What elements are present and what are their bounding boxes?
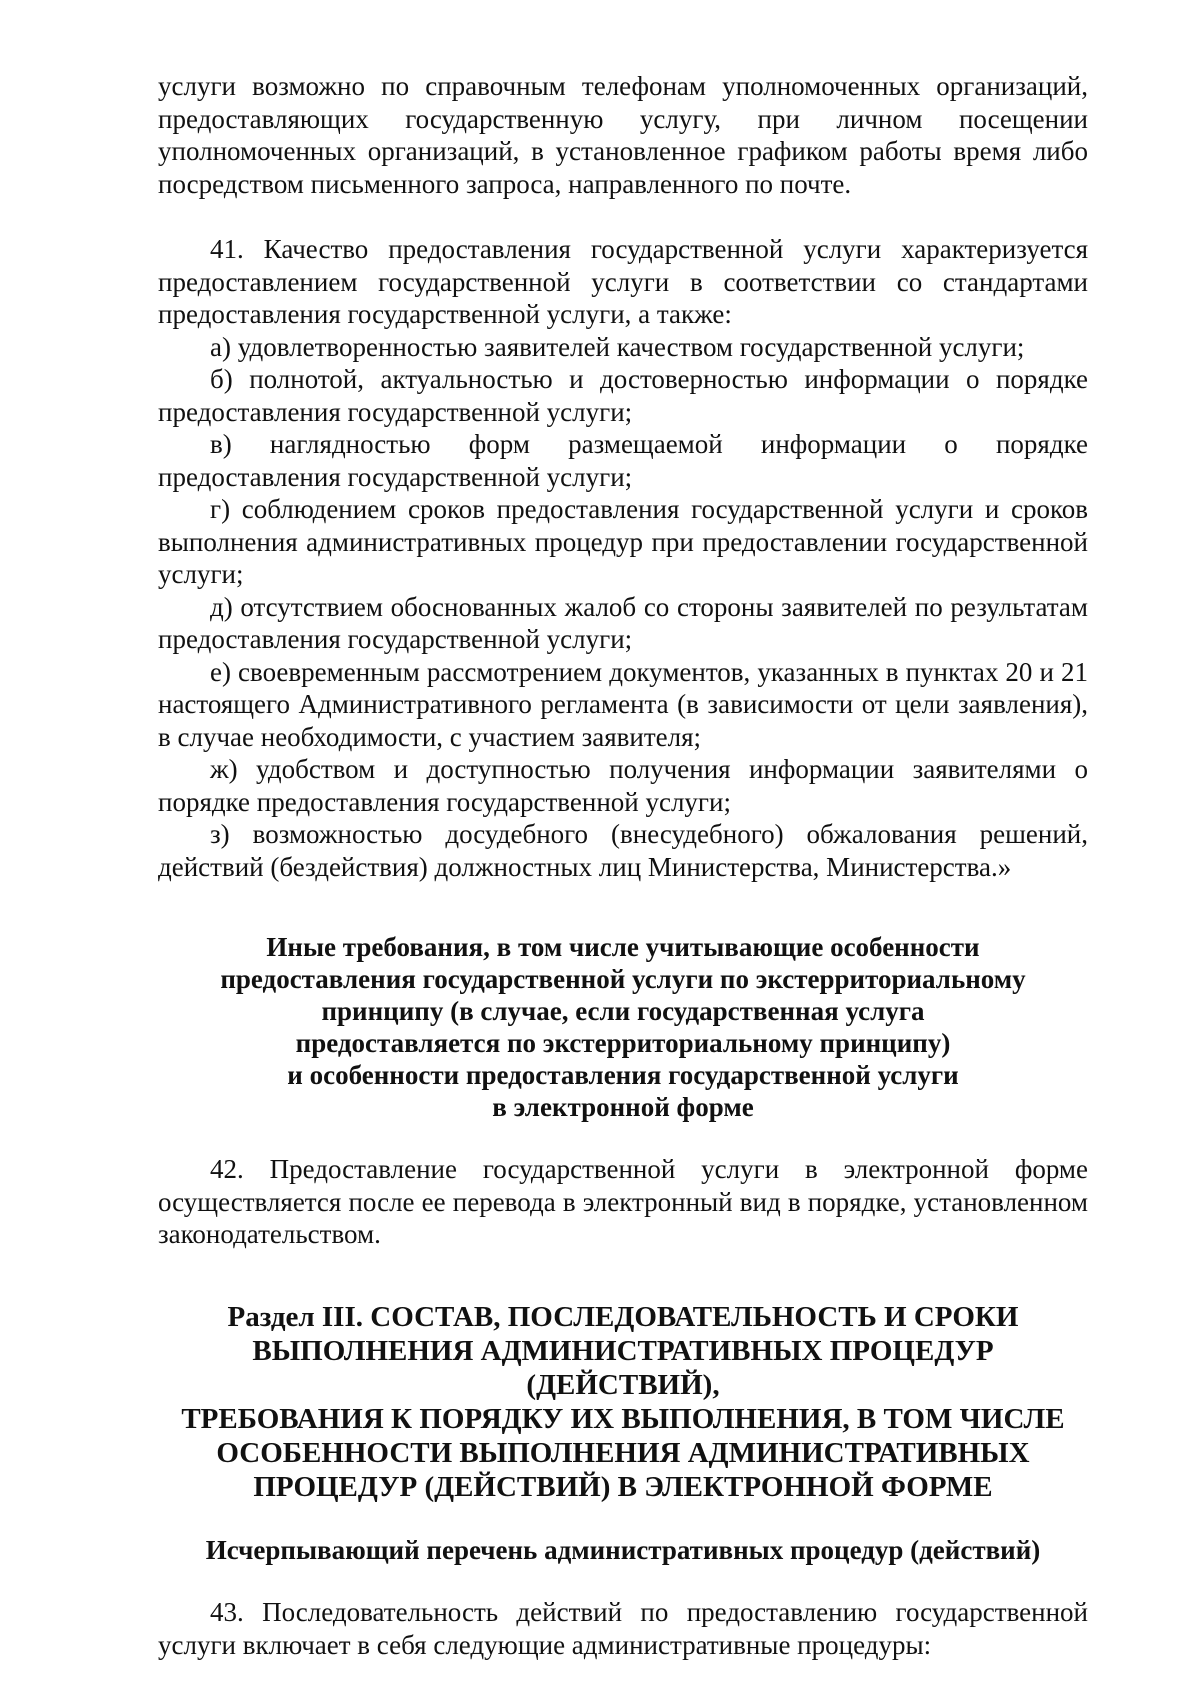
other-requirements-heading [158,931,1088,1123]
item-41-subitem-z: з) возможностью досудебного (внесудебного) обжалования решений, действий (бездействия) должностных лиц Министерства, Министерства.» [158,819,1088,882]
heading-line: ОСОБЕННОСТИ ВЫПОЛНЕНИЯ АДМИНИСТРАТИВНЫХ [216,1436,1030,1469]
procedures-list-heading: Исчерпывающий перечень административных процедур (действий) [205,1534,1041,1565]
item-41-subitem-a: а) удовлетворенностью заявителей качеством государственной услуги; [210,331,1025,362]
heading-line: предоставления государственной услуги по экстерриториальному [220,964,1026,994]
item-42: 42. Предоставление государственной услуги в электронной форме осуществляется после ее перевода в электронный вид в порядке, установленном законодательством. [158,1154,1088,1249]
item-41-subitem-e: е) своевременным рассмотрением документов, указанных в пунктах 20 и 21 настоящего Административного регламента (в зависимости от цели заявления), в случае необходимости, с участием заявителя; [158,656,1088,752]
heading-line: предоставляется по экстерриториальному принципу) [295,1028,951,1058]
heading-line: в электронной форме [492,1092,754,1122]
section-3-heading [158,1300,1088,1504]
item-43: 43. Последовательность действий по предоставлению государственной услуги включает в себя следующие административные процедуры: [158,1597,1088,1660]
heading-line: ТРЕБОВАНИЯ К ПОРЯДКУ ИХ ВЫПОЛНЕНИЯ, В ТОМ ЧИСЛЕ [181,1402,1065,1435]
item-41-subitem-zh: ж) удобством и доступностью получения информации заявителями о порядке предоставления государственной услуги; [158,754,1088,817]
heading-line: ВЫПОЛНЕНИЯ АДМИНИСТРАТИВНЫХ ПРОЦЕДУР (ДЕЙСТВИЙ), [252,1334,994,1401]
item-41-subitem-b: б) полнотой, актуальностью и достоверностью информации о порядке предоставления государственной услуги; [158,364,1088,427]
heading-line: принципу (в случае, если государственная услуга [321,996,925,1026]
item-41-subitem-v: в) наглядностью форм размещаемой информации о порядке предоставления государственной услуги; [158,429,1088,492]
item-41-intro: 41. Качество предоставления государственной услуги характеризуется предоставлением государственной услуги в соответствии со стандартами предоставления государственной услуги, а также: [158,234,1088,329]
item-41-subitem-g: г) соблюдением сроков предоставления государственной услуги и сроков выполнения административных процедур при предоставлении государственной услуги; [158,494,1088,589]
heading-line: Иные требования, в том числе учитывающие особенности [266,932,980,962]
heading-line: и особенности предоставления государственной услуги [287,1060,959,1090]
heading-line: Раздел III. СОСТАВ, ПОСЛЕДОВАТЕЛЬНОСТЬ И СРОКИ [227,1300,1019,1333]
heading-line: ПРОЦЕДУР (ДЕЙСТВИЙ) В ЭЛЕКТРОННОЙ ФОРМЕ [253,1470,993,1503]
continuation-paragraph: услуги возможно по справочным телефонам уполномоченных организаций, предоставляющих государственную услугу, при личном посещении уполномоченных организаций, в установленное графиком работы время либо посредством письменного запроса, направленного по почте. [158,71,1088,199]
item-41-subitem-d: д) отсутствием обоснованных жалоб со стороны заявителей по результатам предоставления государственной услуги; [158,591,1088,654]
